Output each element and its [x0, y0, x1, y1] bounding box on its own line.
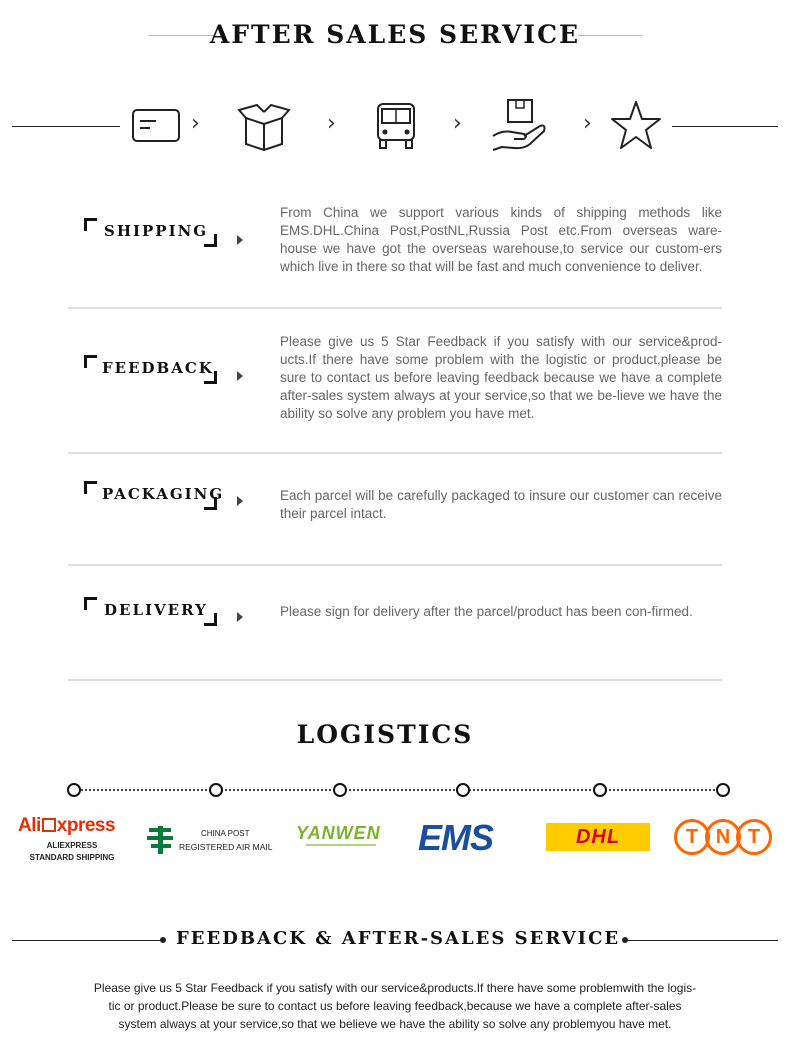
row-separator	[68, 564, 722, 566]
footer-text-line-3: system always at your service,so that we believe we have the ability so solve any problemyou have met.	[118, 1017, 672, 1031]
packaging-bracket-bottom	[204, 497, 217, 510]
logistics-node	[209, 783, 223, 797]
step-arrow-2: ›	[327, 111, 336, 136]
logistics-node	[716, 783, 730, 797]
row-separator	[68, 307, 722, 309]
china-post-logo	[145, 822, 285, 856]
steps-right-line	[672, 126, 778, 127]
step-arrow-1: ›	[191, 111, 200, 136]
logistics-node	[67, 783, 81, 797]
tnt-letter-n: N	[705, 819, 741, 855]
packaging-label: PACKAGING	[102, 485, 225, 503]
aliexpress-brand-part2: xpress	[56, 815, 116, 836]
delivery-bracket-bottom	[204, 613, 217, 626]
credit-card-icon	[128, 98, 184, 154]
shipping-description: From China we support various kinds of shipping methods like EMS.DHL.China Post,PostNL,Russia Post etc.From overseas ware-house we have got the overseas warehouse,to service our custom-ers which live in there so that will be fast and much convenience to deliver.	[280, 205, 722, 274]
footer-right-dot	[622, 937, 628, 943]
packaging-arrow-icon	[237, 496, 243, 506]
delivery-description: Please sign for delivery after the parcel/product has been con-firmed.	[280, 604, 693, 619]
footer-right-line	[626, 940, 778, 941]
feedback-bracket-bottom	[204, 371, 217, 384]
tnt-letter-t2: T	[736, 819, 772, 855]
footer-title: FEEDBACK & AFTER-SALES SERVICE	[176, 928, 621, 949]
hand-package-icon	[490, 96, 550, 156]
package-box-icon	[236, 98, 292, 154]
cart-icon	[42, 818, 56, 832]
footer-left-line	[12, 940, 162, 941]
feedback-bracket-top	[84, 355, 97, 368]
yanwen-underline	[306, 844, 376, 846]
aliexpress-line1: ALIEXPRESS	[46, 841, 98, 850]
logistics-node	[333, 783, 347, 797]
shipping-arrow-icon	[237, 235, 243, 245]
feedback-description: Please give us 5 Star Feedback if you satisfy with our service&prod-ucts.If there have some problem with the logistic or product,please be sure to contact us before leaving feedback because we have a complete after-sales system always at your service,so that we be-lieve we have the ability so solve any problem you have met.	[280, 334, 722, 421]
aliexpress-line2: STANDARD SHIPPING	[29, 853, 115, 862]
china-post-line1: CHINA POST	[201, 829, 250, 838]
logistics-node	[593, 783, 607, 797]
tnt-letter-t1: T	[674, 819, 710, 855]
china-post-line2: REGISTERED AIR MAIL	[179, 842, 273, 852]
packaging-bracket-top	[84, 481, 97, 494]
logistics-title: LOGISTICS	[296, 720, 474, 749]
dhl-logo	[546, 823, 650, 851]
shipping-label: SHIPPING	[104, 222, 209, 240]
logistics-dotted-line	[73, 789, 723, 793]
ems-logo	[418, 818, 498, 858]
delivery-bracket-top	[84, 597, 97, 610]
step-arrow-3: ›	[453, 111, 462, 136]
aliexpress-brand-part1: Ali	[18, 815, 41, 836]
china-post-emblem-icon	[145, 824, 177, 856]
packaging-description: Each parcel will be carefully packaged to insure our customer can receive their parcel intact.	[280, 488, 722, 521]
delivery-arrow-icon	[237, 612, 243, 622]
delivery-label: DELIVERY	[104, 601, 208, 619]
footer-text-line-1: Please give us 5 Star Feedback if you satisfy with our service&products.If there have some problemwith the logis-	[93, 981, 697, 995]
aliexpress-logo	[18, 815, 126, 862]
page-title: AFTER SALES SERVICE	[209, 20, 581, 49]
delivery-truck-icon	[368, 98, 424, 154]
ems-name: EMS	[418, 817, 494, 858]
footer-text-line-2: tic or product.Please be sure to contact us before leaving feedback,because we have a complete after-sales	[108, 999, 682, 1013]
footer-left-dot	[160, 937, 166, 943]
tnt-logo	[674, 819, 772, 855]
step-arrow-4: ›	[583, 111, 592, 136]
yanwen-name: YANWEN	[296, 823, 381, 843]
star-icon	[608, 98, 664, 154]
shipping-bracket-bottom	[204, 234, 217, 247]
row-separator	[68, 452, 722, 454]
feedback-label: FEEDBACK	[102, 359, 214, 377]
yanwen-logo	[296, 823, 388, 851]
row-separator	[68, 679, 722, 681]
shipping-bracket-top	[84, 218, 97, 231]
steps-left-line	[12, 126, 120, 127]
feedback-arrow-icon	[237, 371, 243, 381]
logistics-node	[456, 783, 470, 797]
dhl-name: DHL	[575, 826, 621, 848]
